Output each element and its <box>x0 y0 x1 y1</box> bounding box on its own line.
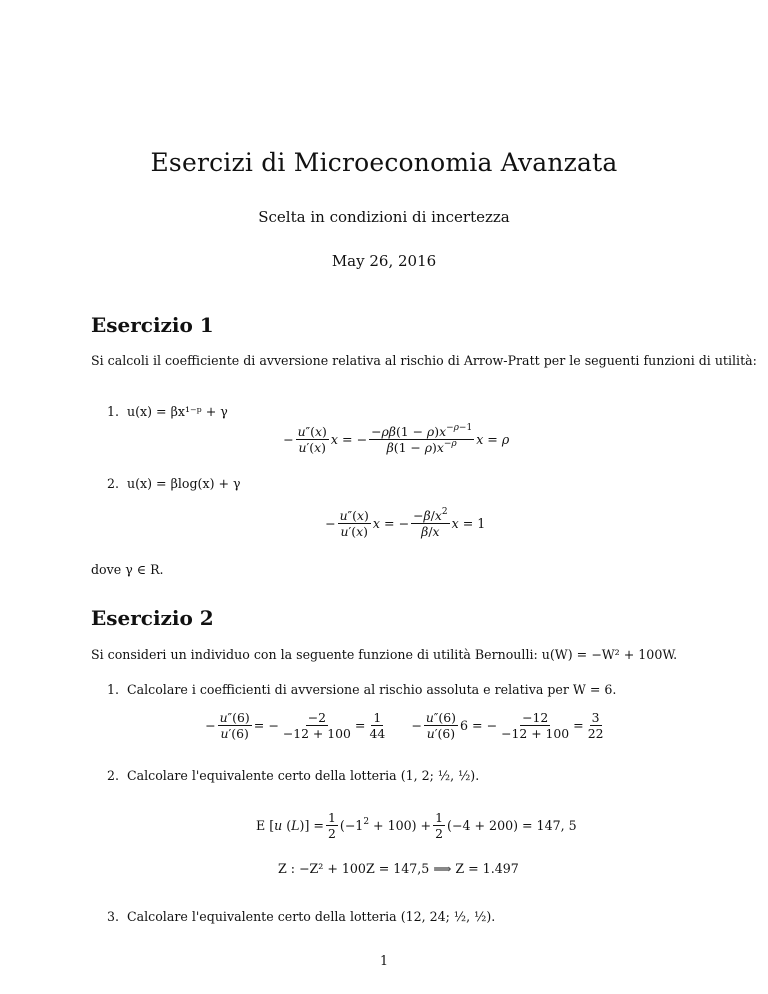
document-date: May 26, 2016 <box>331 252 437 270</box>
section-heading-ex1: Esercizio 1 <box>91 313 214 337</box>
page-number: 1 <box>379 953 388 968</box>
ex1-footer: dove γ ∈ R. <box>91 562 164 577</box>
ex1-item1-function: u(x) = βx¹⁻ᵖ + γ <box>127 404 228 419</box>
document-title: Esercizi di Microeconomia Avanzata <box>150 148 618 177</box>
ex2-item2-number: 2. <box>107 768 120 783</box>
ex2-item3-text: Calcolare l'equivalente certo della lotteria (12, 24; ½, ½). <box>127 909 496 924</box>
ex2-eq-expected-utility: E [u (L)] = $\frac{1}{2}$ $(-1^2 + 100)$ + $\frac{1}{2}$ (−4 + 200) = 147, 5 <box>256 810 577 841</box>
ex1-intro: Si calcoli il coefficiente di avversione relativa al rischio di Arrow-Pratt per le seguenti funzioni di utilità: <box>91 353 757 368</box>
ex2-item2-text: Calcolare l'equivalente certo della lotteria (1, 2; ½, ½). <box>127 768 480 783</box>
ex1-item2-number: 2. <box>107 476 120 491</box>
ex2-intro: Si consideri un individuo con la seguente funzione di utilità Bernoulli: u(W) = −W² + 100W. <box>91 647 678 662</box>
ex2-eq-absolute-relative: − $\frac{u''(6)}{u'(6)}$ = − $\frac{-2}{-12 + 100}$ = $\frac{1}{44}$ − $\frac{u''(6)}{u'(6)}$ 6 = − $\frac{-12}{-12 + 100}$ = $\frac{3}{22}$ <box>205 710 604 741</box>
document-subtitle: Scelta in condizioni di incertezza <box>258 208 510 226</box>
ex2-item1-text: Calcolare i coefficienti di avversione al rischio assoluta e relativa per W = 6. <box>127 682 617 697</box>
ex1-eq2: − $\frac{u''(x)}{u'(x)}$ x = − $\frac{-\beta/x^2}{\beta/x}$ x = 1 <box>325 507 486 539</box>
ex2-item1-number: 1. <box>107 682 120 697</box>
ex1-item1-number: 1. <box>107 404 120 419</box>
ex2-eq-certainty-equivalent: Z : −Z² + 100Z = 147,5 ⟹ Z = 1.497 <box>278 861 519 876</box>
section-heading-ex2: Esercizio 2 <box>91 606 214 630</box>
ex1-eq1: − $\frac{u''(x)}{u'(x)}$ x = − $\frac{-\rho\beta(1 - \rho)x^{-\rho-1}}{\beta(1 - \rho)x^{-\rho}}$ x = ρ <box>283 423 510 455</box>
ex2-item3-number: 3. <box>107 909 120 924</box>
ex1-item2-function: u(x) = βlog(x) + γ <box>127 476 241 491</box>
